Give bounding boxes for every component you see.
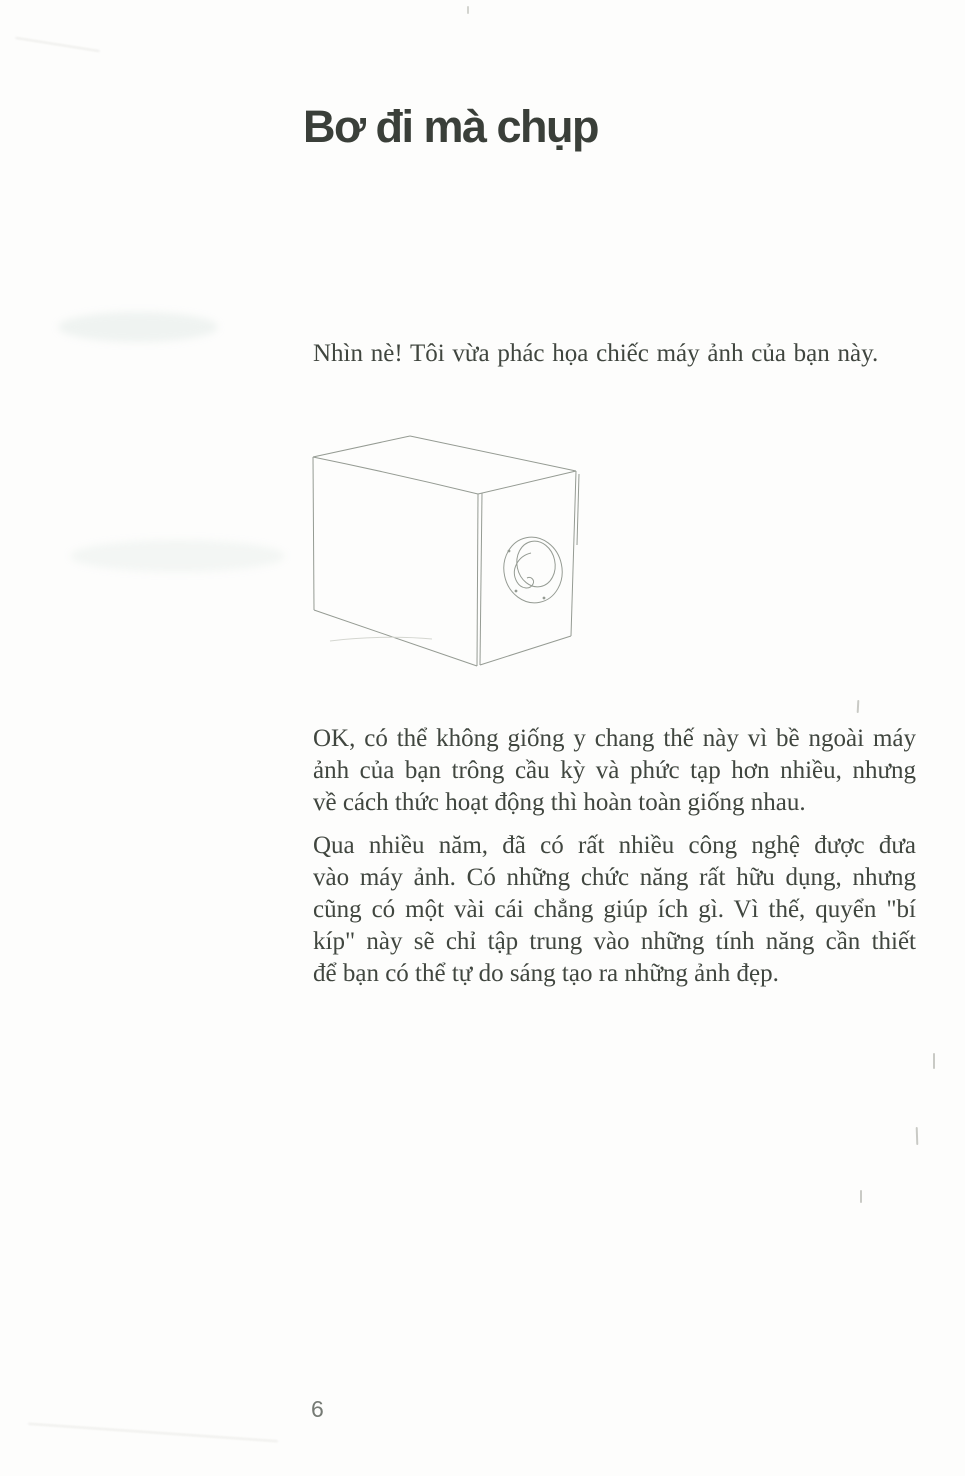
scan-artifact-streak: [28, 1423, 277, 1441]
text-line: Qua nhiều năm, đã có rất nhiều công nghệ được đưa: [313, 832, 916, 859]
scan-smudge-line: [330, 637, 432, 641]
scan-artifact-ghost-text: [70, 540, 285, 572]
text-line: cũng có một vài cái chẳng giúp ích gì. Vì thế, quyển "bí: [313, 896, 916, 923]
body-paragraph-1: [313, 723, 916, 819]
text-line: kíp" này sẽ chỉ tập trung vào những tính năng cần thiết: [313, 928, 916, 955]
text-line: về cách thức hoạt động thì hoàn toàn giống nhau.: [313, 789, 806, 816]
intro-paragraph: Nhìn nè! Tôi vừa phác họa chiếc máy ảnh của bạn này.: [313, 340, 879, 367]
text-line: để bạn có thể tự do sáng tạo ra những ảnh đẹp.: [313, 960, 779, 987]
text-line: vào máy ảnh. Có những chức năng rất hữu dụng, nhưng: [313, 864, 916, 891]
chapter-title: Bơ đi mà chụp: [303, 101, 599, 152]
scan-artifact-streak: [15, 37, 99, 51]
scan-artifact-tick: [916, 1127, 919, 1145]
page-number: 6: [311, 1396, 324, 1422]
box-outline: [313, 436, 579, 666]
scan-artifact-ghost-text: [58, 312, 218, 342]
scan-artifact-tick: [857, 700, 860, 713]
lens-circle: [498, 532, 568, 609]
scan-artifact-tick: [467, 6, 469, 14]
scan-artifact-tick: [933, 1053, 935, 1069]
box-camera-sketch-illustration: [298, 420, 592, 678]
scan-artifact-tick: [860, 1190, 862, 1203]
text-line: ảnh của bạn trông cầu kỳ và phức tạp hơn nhiều, nhưng: [313, 757, 916, 784]
body-paragraph-2: [313, 830, 916, 990]
text-line: OK, có thể không giống y chang thế này vì bề ngoài máy: [313, 725, 916, 752]
